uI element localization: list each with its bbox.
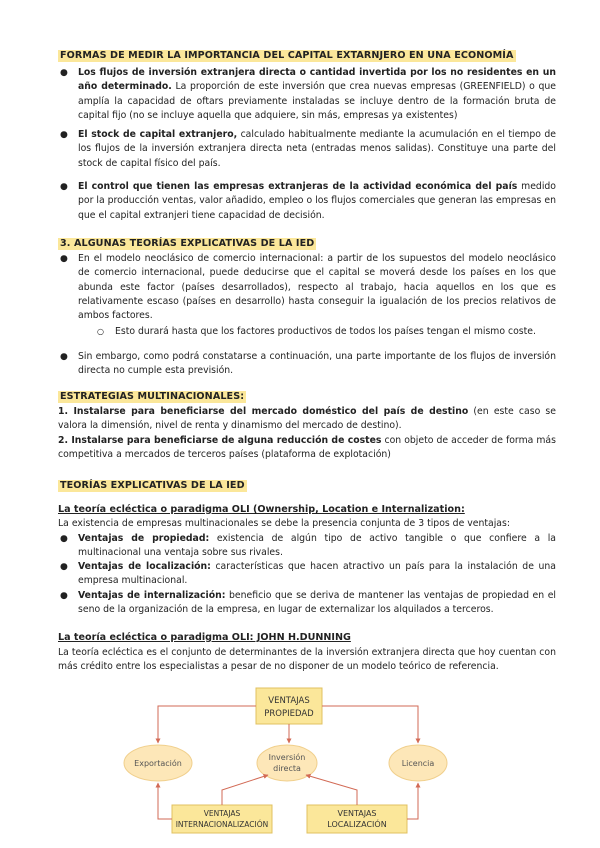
section-title-teorias: 3. ALGUNAS TEORÍAS EXPLICATIVAS DE LA IED: [60, 238, 315, 249]
subtitle-dunning: La teoría ecléctica o paradigma OLI: JOHN H.DUNNING: [58, 632, 351, 643]
box-label: PROPIEDAD: [264, 709, 314, 719]
item-bold: Ventajas de localización:: [78, 561, 211, 572]
item-bold: El stock de capital extranjero,: [78, 129, 238, 140]
item-text: características que hacen atractivo un país para la instalación de una empresa multinacional.: [78, 561, 556, 587]
sub-bullet: ○: [97, 327, 104, 336]
strategy-text: (en este caso se valora la dimensión, nivel de renta y dinamismo del mercado de destino).: [58, 406, 556, 432]
item-bold: Ventajas de internalización:: [78, 590, 226, 601]
item-text: existencia de algún tipo de activo tangible o que confiere a la multinacional una ventaja sobre sus rivales.: [78, 533, 556, 559]
strategy-text: con objeto de acceder de forma más competitiva a mercados de terceros países (plataforma de explotación): [58, 435, 556, 461]
ellipse-label: Exportación: [134, 759, 182, 768]
strategy-bold: 2. Instalarse para beneficiarse de alguna reducción de costes: [58, 435, 382, 446]
arrow: [407, 783, 418, 819]
section-title-explicativas: TEORÍAS EXPLICATIVAS DE LA IED: [60, 480, 245, 491]
box-label: VENTAJAS: [268, 696, 310, 706]
bullet-dot: ●: [60, 68, 68, 78]
section-title-estrategias: ESTRATEGIAS MULTINACIONALES:: [60, 391, 245, 402]
bullet-dot: ●: [60, 130, 68, 140]
bullet-dot: ●: [60, 254, 68, 264]
arrow: [158, 706, 256, 743]
bullet-dot: ●: [60, 352, 68, 362]
box-label: VENTAJAS: [337, 809, 377, 818]
arrow: [322, 706, 418, 743]
arrow: [306, 775, 357, 805]
item-text: beneficio que se deriva de mantener las ventajas de propiedad en el seno de la organización de la empresa, en lugar de externalizar los alquilados a terceros.: [78, 590, 556, 616]
bullet-dot: ●: [60, 562, 68, 572]
item-text: calculado habitualmente mediante la acumulación en el tiempo de los flujos de la inversión extranjera directa neta (entradas menos salidas). Constituye una parte del stock de capital físico del país.: [78, 129, 556, 169]
bullet-dot: ●: [60, 182, 68, 192]
bullet-dot: ●: [60, 591, 68, 601]
bullet-dot: ●: [60, 534, 68, 544]
dunning-paragraph: La teoría ecléctica es el conjunto de determinantes de la inversión extranjera directa que hoy cuentan con más crédito entre los especialistas a pesar de no disponer de un modelo teórico de referencia.: [58, 647, 556, 673]
oli-intro: La existencia de empresas multinacionales se debe la presencia conjunta de 3 tipos de ventajas:: [58, 518, 510, 529]
list-item: En el modelo neoclásico de comercio internacional: a partir de los supuestos del modelo neoclásico de comercio internacional, puede deducirse que el capital se moverá desde los países en los que abunda este factor (países desarrollados), respecto al trabajo, hacia aquellos en los que es relativamente escaso (países en desarrollo) hasta conseguir la igualación de los precios relativos de ambos factores.: [78, 253, 556, 322]
box-label: VENTAJAS: [203, 809, 241, 818]
item-bold: Los flujos de inversión extranjera directa o cantidad invertida por los no residentes en un año determinado.: [78, 67, 556, 93]
ellipse-label: Inversión: [268, 753, 306, 762]
ellipse-label: Licencia: [401, 759, 435, 768]
section-title-formas: FORMAS DE MEDIR LA IMPORTANCIA DEL CAPITAL EXTARNJERO EN UNA ECONOMÍA: [60, 50, 514, 61]
list-item: Sin embargo, como podrá constatarse a continuación, una parte importante de los flujos de inversión directa no cumple esta previsión.: [78, 351, 556, 377]
item-text: medido por la producción ventas, valor añadido, empleo o los flujos comerciales que generan las empresas en que el capital extranjeri tiene capacidad de decisión.: [78, 181, 556, 221]
box-label: INTERNACIONALIZACIÓN: [175, 820, 269, 829]
item-text: La proporción de este inversión que crea nuevas empresas (GREENFIELD) o que amplía la capacidad de oftars previamente instaladas se incluye dentro de la formación bruta de capital fijo (no se incluye aquella que adquiere, sin más, empresas ya existentes): [78, 81, 556, 121]
item-bold: El control que tienen las empresas extranjeras de la actividad económica del país: [78, 181, 518, 192]
arrow: [222, 775, 268, 805]
item-bold: Ventajas de propiedad:: [78, 533, 210, 544]
arrow: [158, 783, 172, 819]
sub-list-item: Esto durará hasta que los factores productivos de todos los países tengan el mismo coste.: [115, 326, 536, 337]
box-label: LOCALIZACIÓN: [327, 820, 387, 829]
ellipse-label: directa: [273, 764, 301, 773]
strategy-bold: 1. Instalarse para beneficiarse del mercado doméstico del país de destino: [58, 406, 469, 417]
subtitle-oli: La teoría ecléctica o paradigma OLI (Ownership, Location e Internalization:: [58, 504, 465, 515]
